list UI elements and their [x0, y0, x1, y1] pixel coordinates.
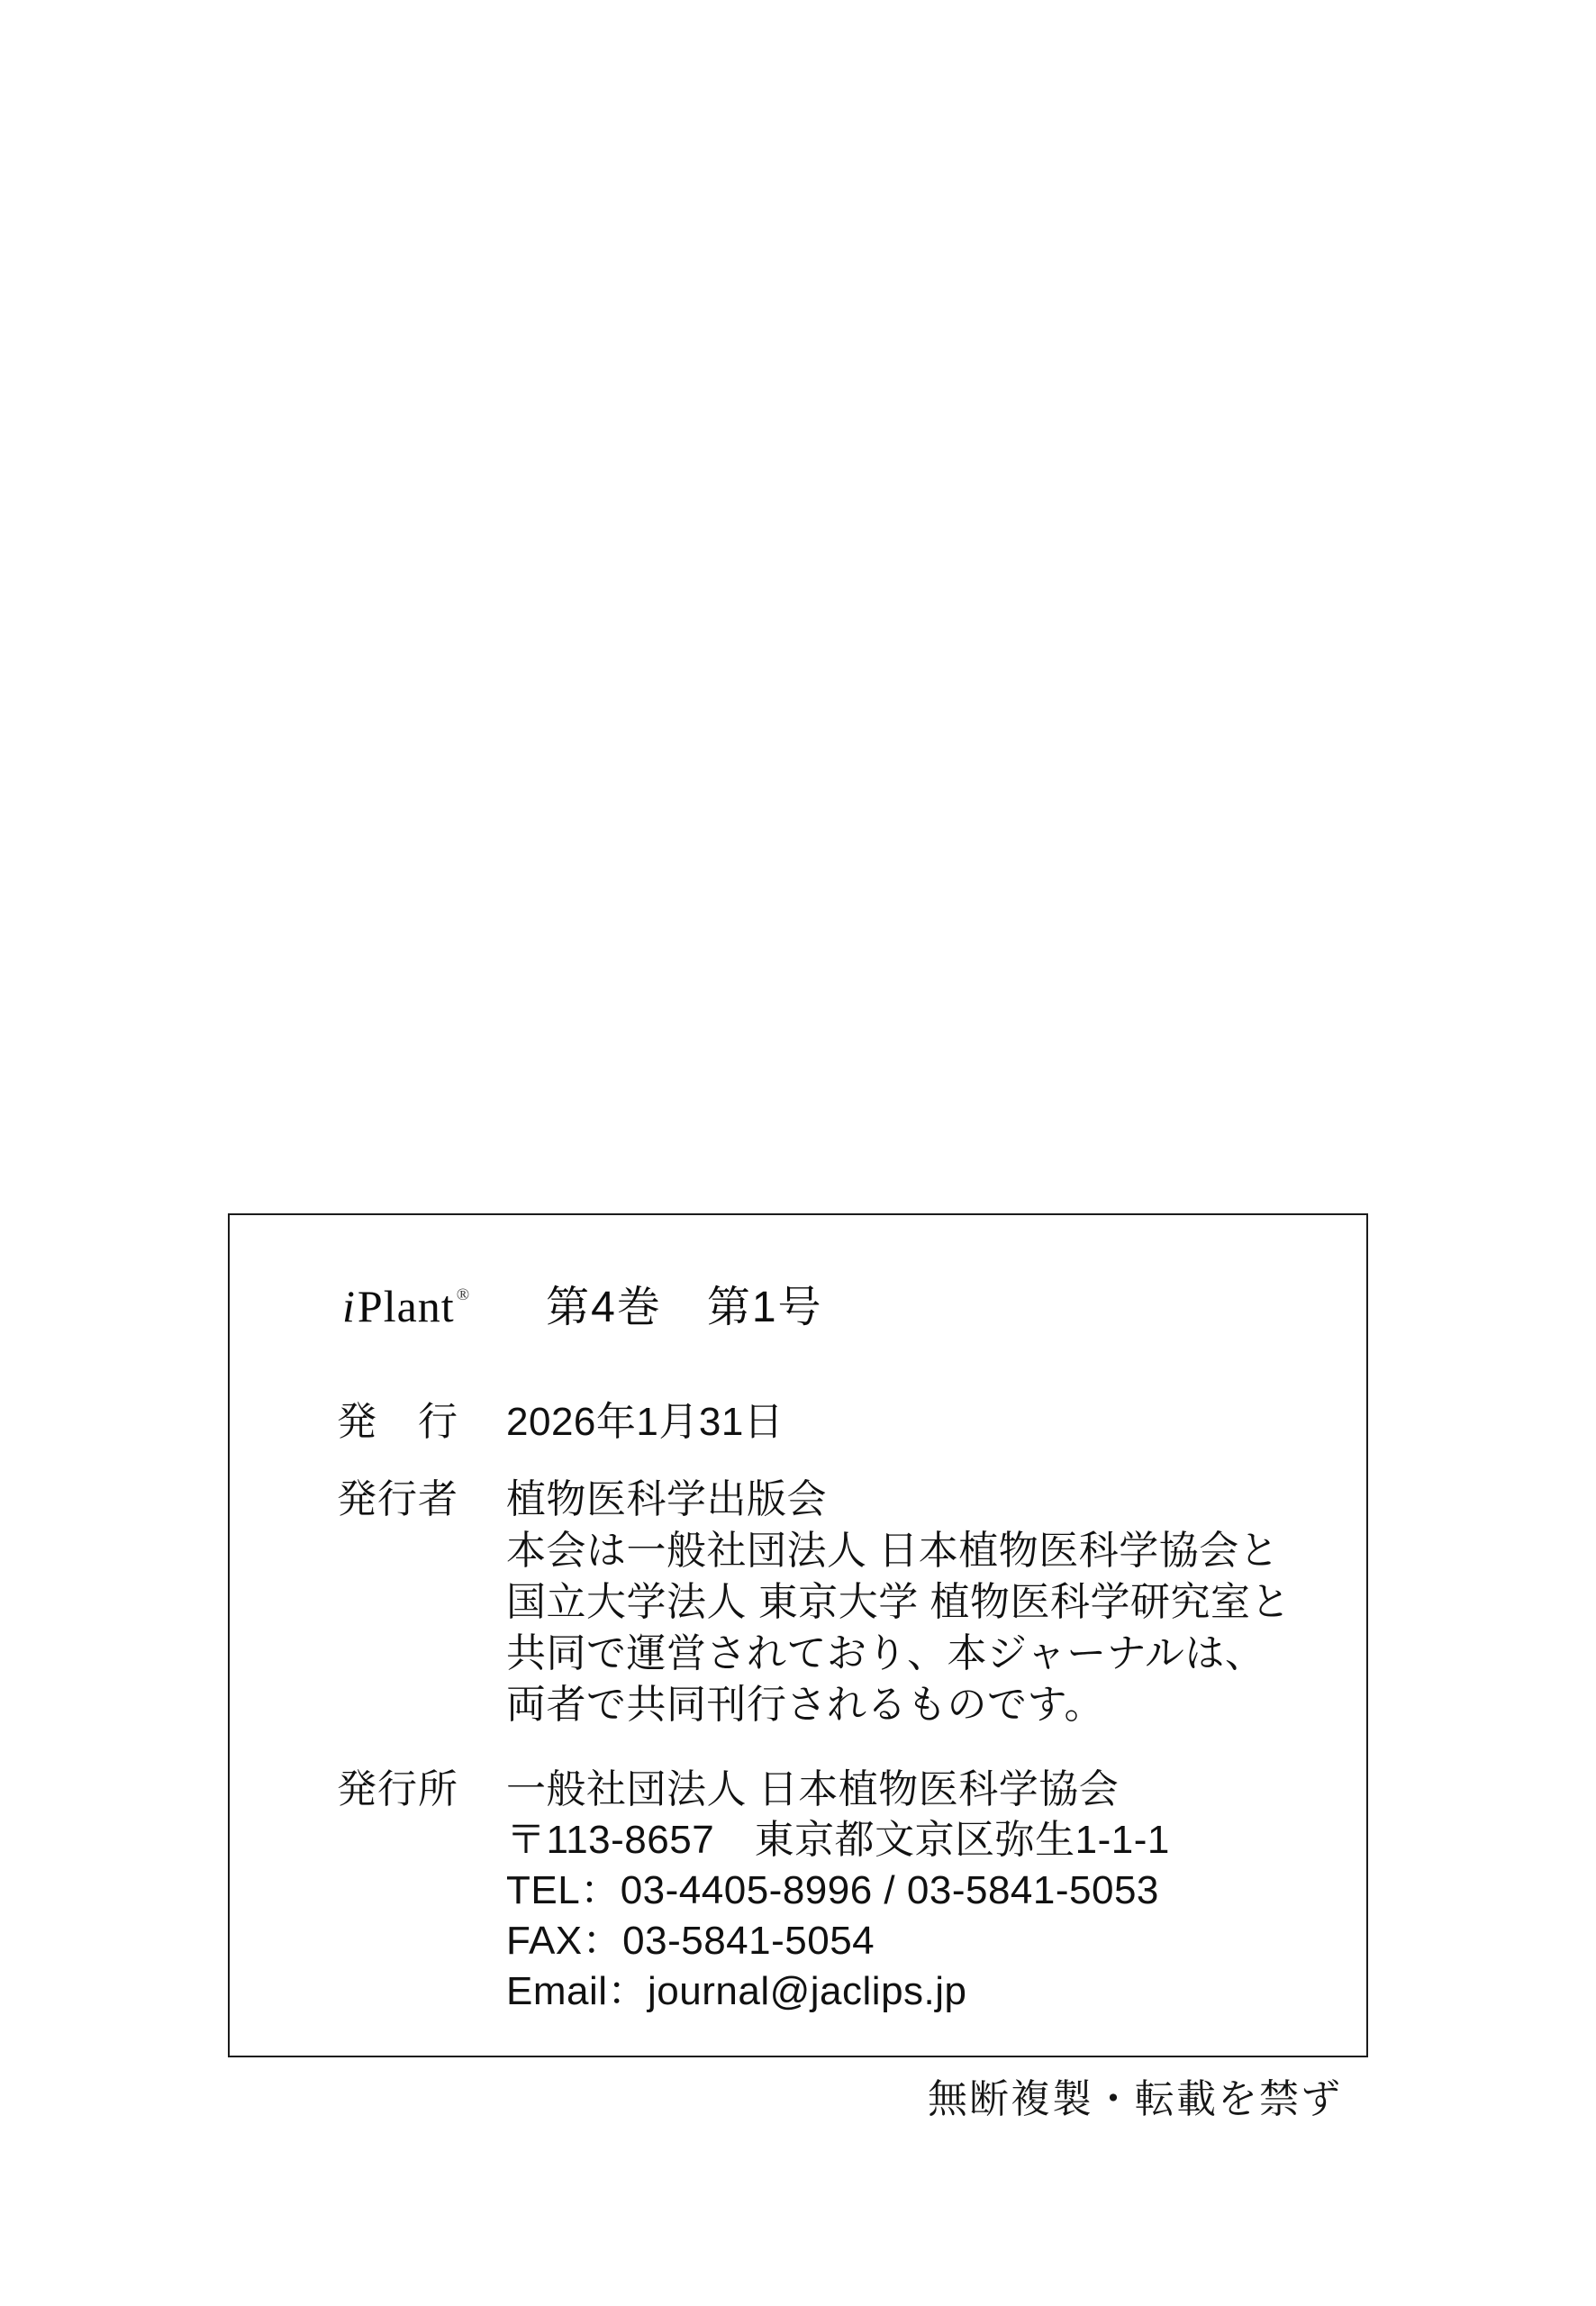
- publisher-value: [506, 1474, 1291, 1730]
- publisher-name: 植物医科学出版会: [506, 1477, 827, 1521]
- publish-date: 2026年1月31日: [506, 1400, 784, 1444]
- publishing-office-value: [506, 1765, 1170, 2017]
- publisher-description-line-1: 本会は一般社団法人 日本植物医科学協会と: [506, 1529, 1280, 1573]
- journal-logo: [342, 1281, 470, 1331]
- office-fax: FAX：03-5841-5054: [506, 1919, 875, 1963]
- office-address: 〒113-8657 東京都文京区弥生1-1-1: [506, 1818, 1170, 1862]
- journal-logo-italic-i: i: [342, 1281, 356, 1331]
- publisher-description-line-3: 共同で運営されており、本ジャーナルは、: [506, 1631, 1265, 1675]
- publish-date-label: 発 行: [337, 1400, 458, 1444]
- publishing-office-label: 発行所: [337, 1767, 458, 1811]
- publisher-description-line-4: 両者で共同刊行されるものです。: [506, 1683, 1104, 1727]
- publish-date-value: [506, 1396, 784, 1448]
- reproduction-notice: 無断複製・転載を禁ず: [928, 2077, 1342, 2121]
- publisher-description-line-2: 国立大学法人 東京大学 植物医科学研究室と: [506, 1580, 1291, 1624]
- journal-logo-plant: Plant: [357, 1281, 455, 1331]
- publisher-label: 発行者: [337, 1477, 458, 1521]
- office-email: Email：journal@jaclips.jp: [506, 1969, 967, 2013]
- colophon-box: [228, 1213, 1368, 2057]
- office-name: 一般社団法人 日本植物医科学協会: [506, 1767, 1120, 1811]
- office-tel: TEL：03-4405-8996 / 03-5841-5053: [506, 1868, 1159, 1912]
- registered-trademark-mark: ®: [456, 1285, 471, 1304]
- journal-title-row: [342, 1278, 823, 1334]
- issue-number: 第4巻 第1号: [546, 1284, 823, 1331]
